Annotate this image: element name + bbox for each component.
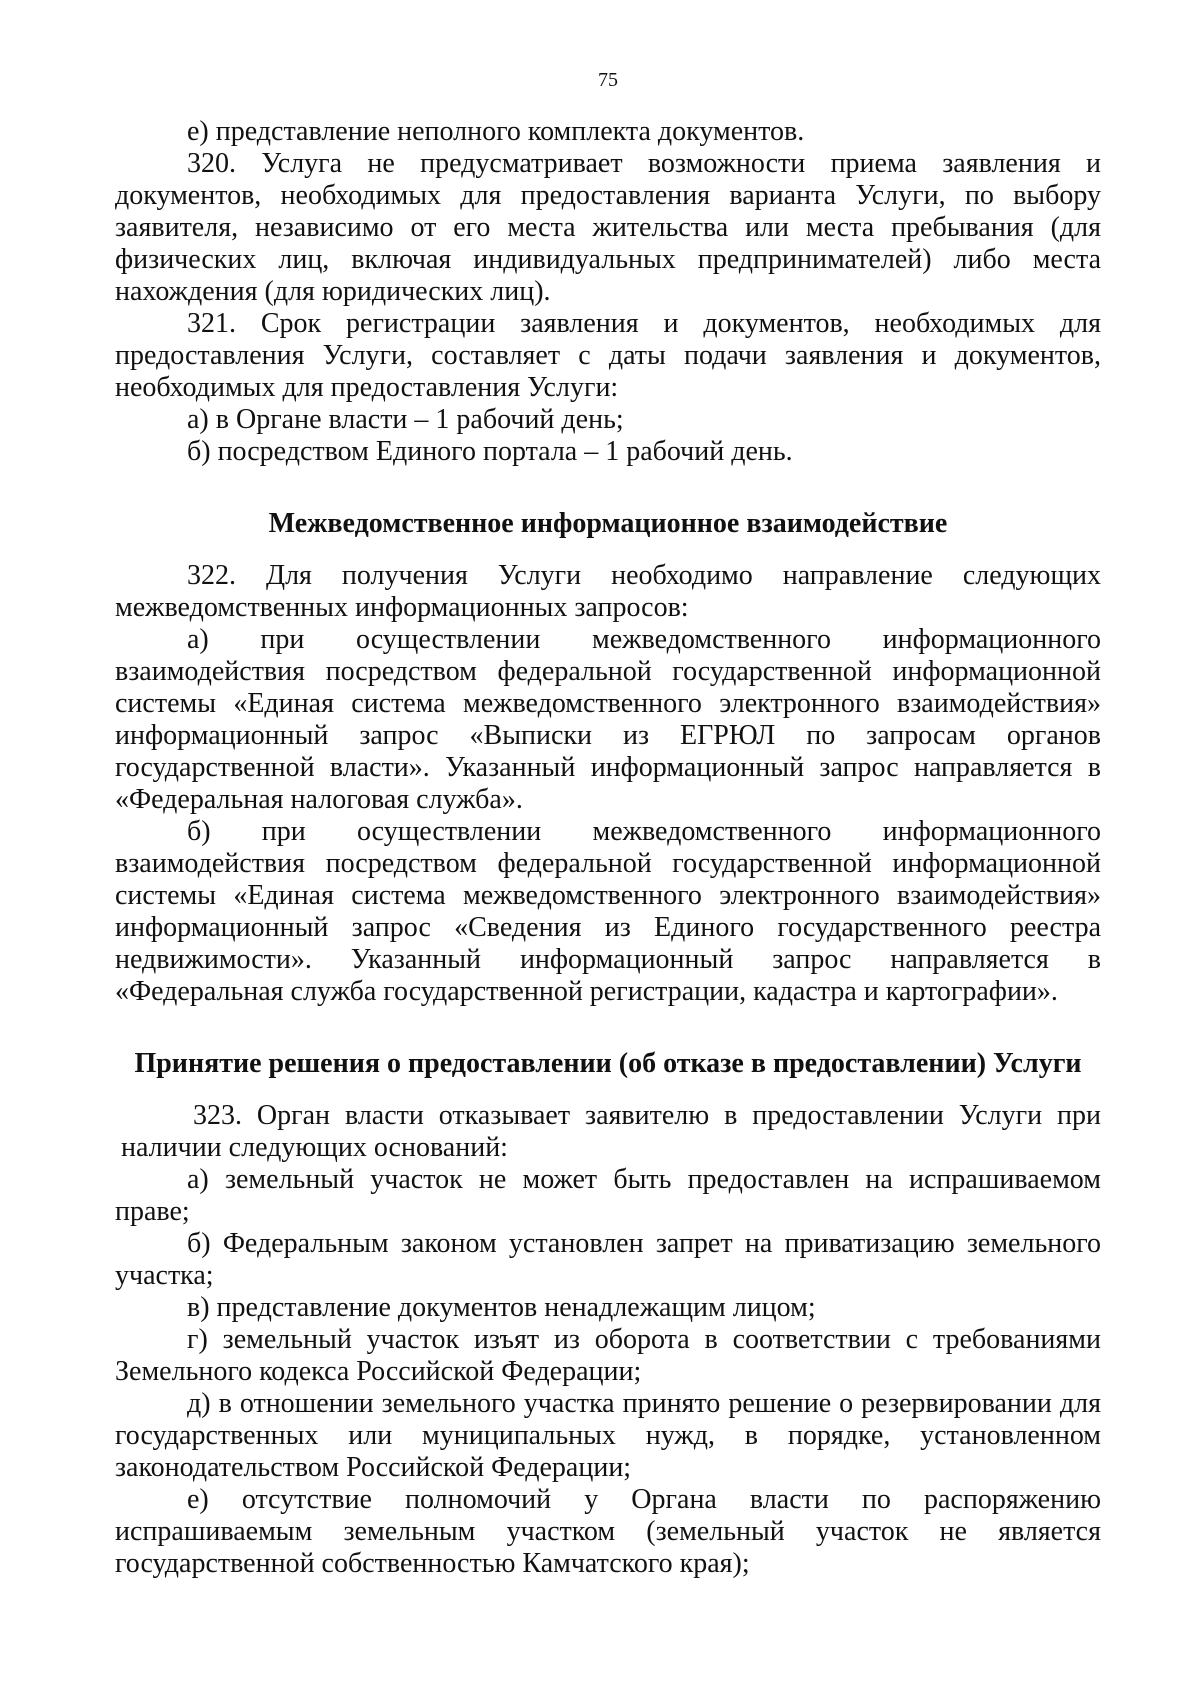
page-number: 75 [598,69,618,91]
paragraph-323: 323. Орган власти отказывает заявителю в предоставлении Услуги при наличии следующих оснований: [121,1100,1101,1163]
paragraph: е) представление неполного комплекта документов. [187,116,805,147]
list-item-d: д) в отношении земельного участка принято решение о резервировании для государственных или муниципальных нужд, в порядке, установленном законодательством Российской Федерации; [115,1388,1101,1483]
paragraph-322: 322. Для получения Услуги необходимо направление следующих межведомственных информационных запросов: [115,560,1101,623]
list-item-b: б) при осуществлении межведомственного информационного взаимодействия посредством федеральной государственной информационной системы «Единая система межведомственного электронного взаимодействия» информационный запрос «Сведения из Единого государственного реестра недвижимости». Указанный информационный запрос направляется в «Федеральная служба государственной регистрации, кадастра и картографии». [115,816,1101,1007]
spacer [115,540,1101,560]
list-item-a: а) в Органе власти – 1 рабочий день; [187,404,624,435]
list-item-e: е) отсутствие полномочий у Органа власти по распоряжению испрашиваемым земельным участком (земельный участок не является государственной собственностью Камчатского края); [115,1484,1101,1579]
list-item-a: а) земельный участок не может быть предоставлен на испрашиваемом праве; [115,1164,1101,1227]
section-heading-decision: Принятие решения о предоставлении (об отказе в предоставлении) Услуги [134,1048,1082,1079]
spacer [115,1008,1101,1048]
spacer [115,468,1101,508]
spacer [115,1080,1101,1100]
list-item-b: б) Федеральным законом установлен запрет на приватизацию земельного участка; [115,1228,1101,1291]
paragraph-320: 320. Услуга не предусматривает возможности приема заявления и документов, необходимых для предоставления варианта Услуги, по выбору заявителя, независимо от его места жительства или места пребывания (для физических лиц, включая индивидуальных предпринимателей) либо места нахождения (для юридических лиц). [115,148,1101,307]
list-item-b: б) посредством Единого портала – 1 рабочий день. [187,436,793,467]
section-heading-interagency: Межведомственное информационное взаимодействие [268,508,948,539]
list-item-v: в) представление документов ненадлежащим лицом; [187,1292,816,1323]
paragraph-321: 321. Срок регистрации заявления и документов, необходимых для предоставления Услуги, составляет с даты подачи заявления и документов, необходимых для предоставления Услуги: [115,308,1101,403]
list-item-a: а) при осуществлении межведомственного информационного взаимодействия посредством федеральной государственной информационной системы «Единая система межведомственного электронного взаимодействия» информационный запрос «Выписки из ЕГРЮЛ по запросам органов государственной власти». Указанный информационный запрос направляется в «Федеральная налоговая служба». [115,624,1101,815]
list-item-g: г) земельный участок изъят из оборота в соответствии с требованиями Земельного кодекса Российской Федерации; [115,1324,1101,1387]
